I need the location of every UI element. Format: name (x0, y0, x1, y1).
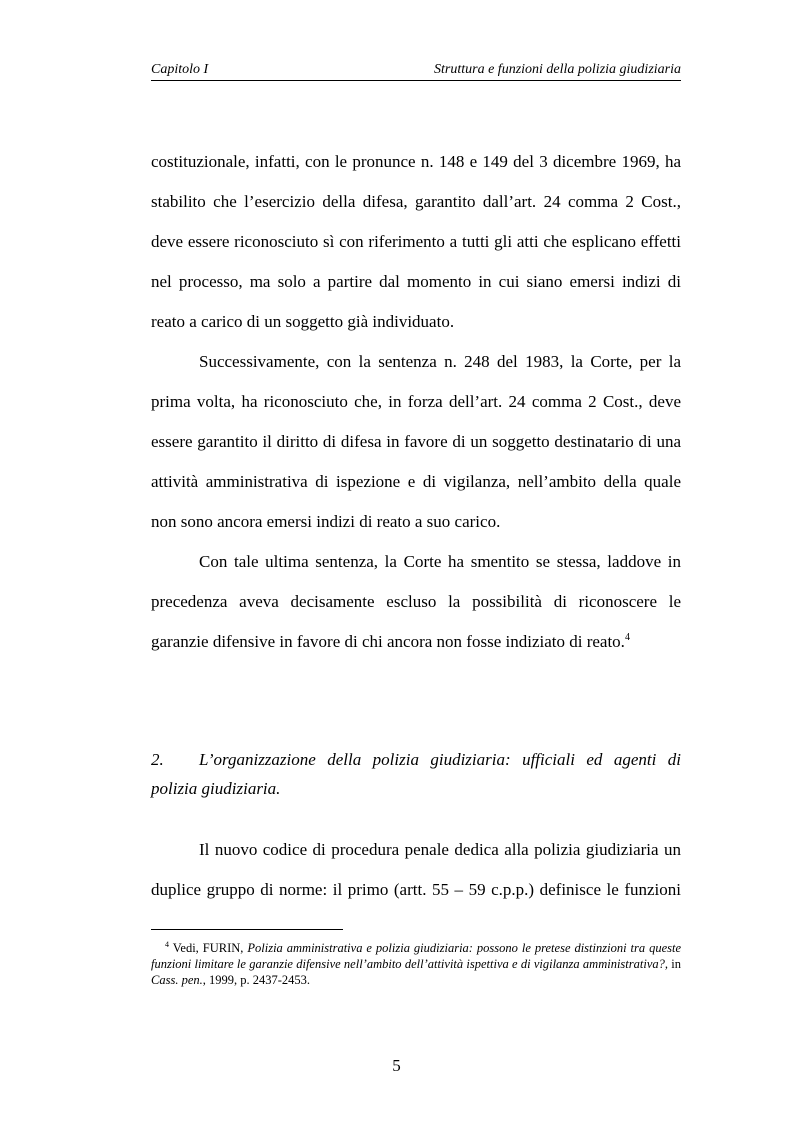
paragraph-4: Il nuovo codice di procedura penale dedica alla polizia giudiziaria un duplice gruppo di norme: il primo (artt. 55 – 59 c.p.p.) definisce le funzioni (151, 840, 681, 899)
footnote-prefix: Vedi, (172, 941, 203, 955)
footnote (151, 940, 681, 988)
paragraph-3 (151, 542, 681, 662)
footnote-separator (151, 929, 343, 930)
header-chapter: Capitolo I (151, 62, 209, 77)
footnote-separator-text: , (240, 941, 248, 955)
page-number: 5 (392, 1056, 401, 1075)
section-number: 2. (151, 750, 164, 769)
footnote-title: Polizia amministrativa e polizia giudiziaria: possono le pretese distinzioni tra queste funzioni limitare le garanzie difensive nell’ambito dell’attività ispettiva e di vigilanza amministrativa?, (151, 941, 682, 971)
header-title: Struttura e funzioni della polizia giudiziaria (434, 62, 681, 77)
section-heading (151, 745, 681, 803)
running-header (151, 62, 681, 81)
footnote-citation: , 1999, p. 2437-2453. (202, 973, 311, 987)
body-text-bottom (151, 830, 681, 910)
section-title: L’organizzazione della polizia giudiziaria: ufficiali ed agenti di polizia giudiziaria. (151, 750, 681, 798)
paragraph-1: costituzionale, infatti, con le pronunce n. 148 e 149 del 3 dicembre 1969, ha stabilito che l’esercizio della difesa, garantito dall’art. 24 comma 2 Cost., deve essere riconosciuto sì con riferimento a tutti gli atti che esplicano effetti nel processo, ma solo a partire dal momento in cui siano emersi indizi di reato a carico di un soggetto già individuato. (151, 152, 681, 331)
paragraph-3-text: Con tale ultima sentenza, la Corte ha smentito se stessa, laddove in precedenza aveva decisamente escluso la possibilità di riconoscere le garanzie difensive in favore di chi ancora non fosse indiziato di reato. (151, 552, 681, 651)
body-text-top (151, 142, 681, 662)
footnote-marker: 4 (165, 940, 169, 949)
footnote-in: in (668, 957, 681, 971)
footnote-author: FURIN (202, 941, 241, 955)
footnote-reference: 4 (624, 632, 630, 643)
footnote-journal: Cass. pen. (151, 973, 203, 987)
paragraph-2: Successivamente, con la sentenza n. 248 del 1983, la Corte, per la prima volta, ha riconosciuto che, in forza dell’art. 24 comma 2 Cost., deve essere garantito il diritto di difesa in favore di un soggetto destinatario di una attività amministrativa di ispezione e di vigilanza, nell’ambito della quale non sono ancora emersi indizi di reato a suo carico. (151, 352, 681, 531)
